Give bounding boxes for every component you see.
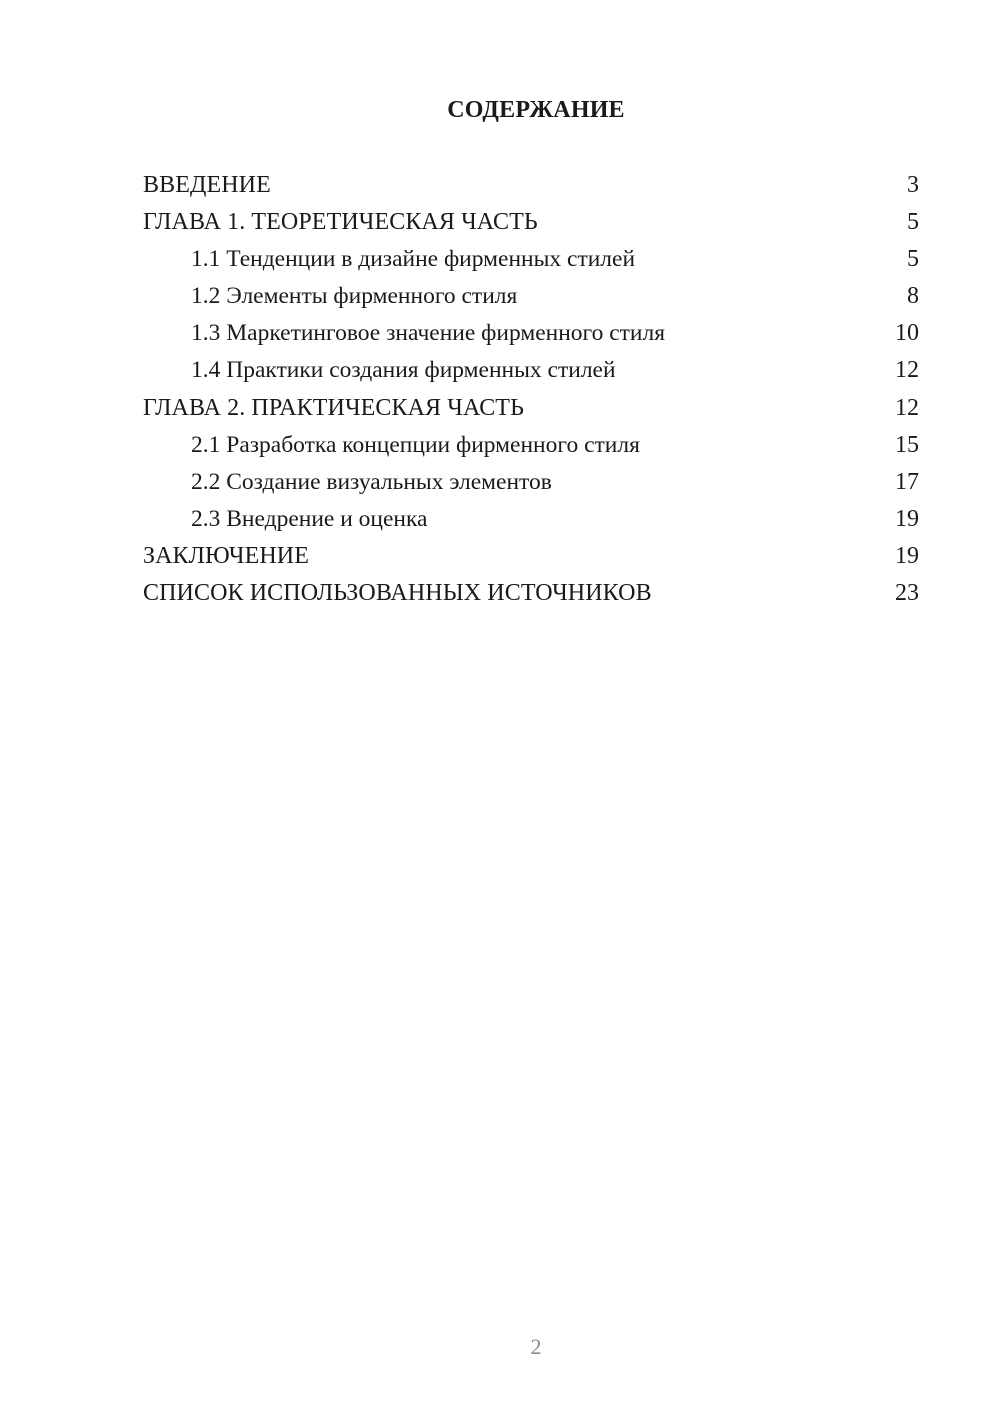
toc-entry-section-1-3[interactable] — [143, 315, 919, 352]
toc-entry-chapter-2[interactable] — [143, 390, 919, 427]
toc-entry-page: 12 — [895, 357, 919, 384]
toc-entry-page: 12 — [895, 394, 919, 421]
toc-entry-conclusion[interactable] — [143, 538, 919, 575]
toc-entry-references[interactable] — [143, 575, 919, 612]
toc-entry-label: 1.4 Практики создания фирменных стилей — [191, 357, 616, 384]
toc-entry-label: 2.3 Внедрение и оценка — [191, 505, 428, 532]
toc-entry-label: ГЛАВА 1. ТЕОРЕТИЧЕСКАЯ ЧАСТЬ — [143, 209, 538, 236]
table-of-contents — [143, 167, 919, 612]
toc-entry-label: 1.2 Элементы фирменного стиля — [191, 283, 518, 310]
toc-entry-section-2-1[interactable] — [143, 427, 919, 464]
page-number: 2 — [530, 1334, 542, 1359]
toc-entry-section-1-1[interactable] — [143, 241, 919, 278]
toc-entry-page: 19 — [895, 542, 919, 569]
toc-entry-section-1-4[interactable] — [143, 352, 919, 389]
toc-entry-label: ЗАКЛЮЧЕНИЕ — [143, 542, 309, 569]
toc-entry-page: 23 — [895, 580, 919, 607]
toc-entry-label: 2.2 Создание визуальных элементов — [191, 468, 552, 495]
toc-entry-introduction[interactable] — [143, 167, 919, 204]
toc-entry-label: 1.1 Тенденции в дизайне фирменных стилей — [191, 246, 636, 273]
toc-entry-section-2-2[interactable] — [143, 464, 919, 501]
toc-entry-page: 10 — [895, 320, 919, 347]
toc-entry-page: 5 — [907, 246, 919, 273]
toc-entry-label: ГЛАВА 2. ПРАКТИЧЕСКАЯ ЧАСТЬ — [143, 394, 524, 421]
toc-entry-page: 3 — [907, 172, 919, 198]
toc-entry-label: СПИСОК ИСПОЛЬЗОВАННЫХ ИСТОЧНИКОВ — [143, 580, 652, 607]
toc-entry-page: 5 — [907, 209, 919, 236]
toc-entry-label: ВВЕДЕНИЕ — [143, 172, 271, 198]
toc-entry-section-2-3[interactable] — [143, 501, 919, 538]
toc-entry-page: 8 — [907, 283, 919, 310]
toc-entry-page: 19 — [895, 505, 919, 532]
toc-entry-chapter-1[interactable] — [143, 204, 919, 241]
toc-entry-page: 17 — [895, 468, 919, 495]
toc-entry-page: 15 — [895, 431, 919, 458]
toc-entry-section-1-2[interactable] — [143, 278, 919, 315]
toc-entry-label: 1.3 Маркетинговое значение фирменного стиля — [191, 320, 666, 347]
toc-entry-label: 2.1 Разработка концепции фирменного стиля — [191, 431, 640, 458]
page-title: СОДЕРЖАНИЕ — [447, 97, 625, 123]
